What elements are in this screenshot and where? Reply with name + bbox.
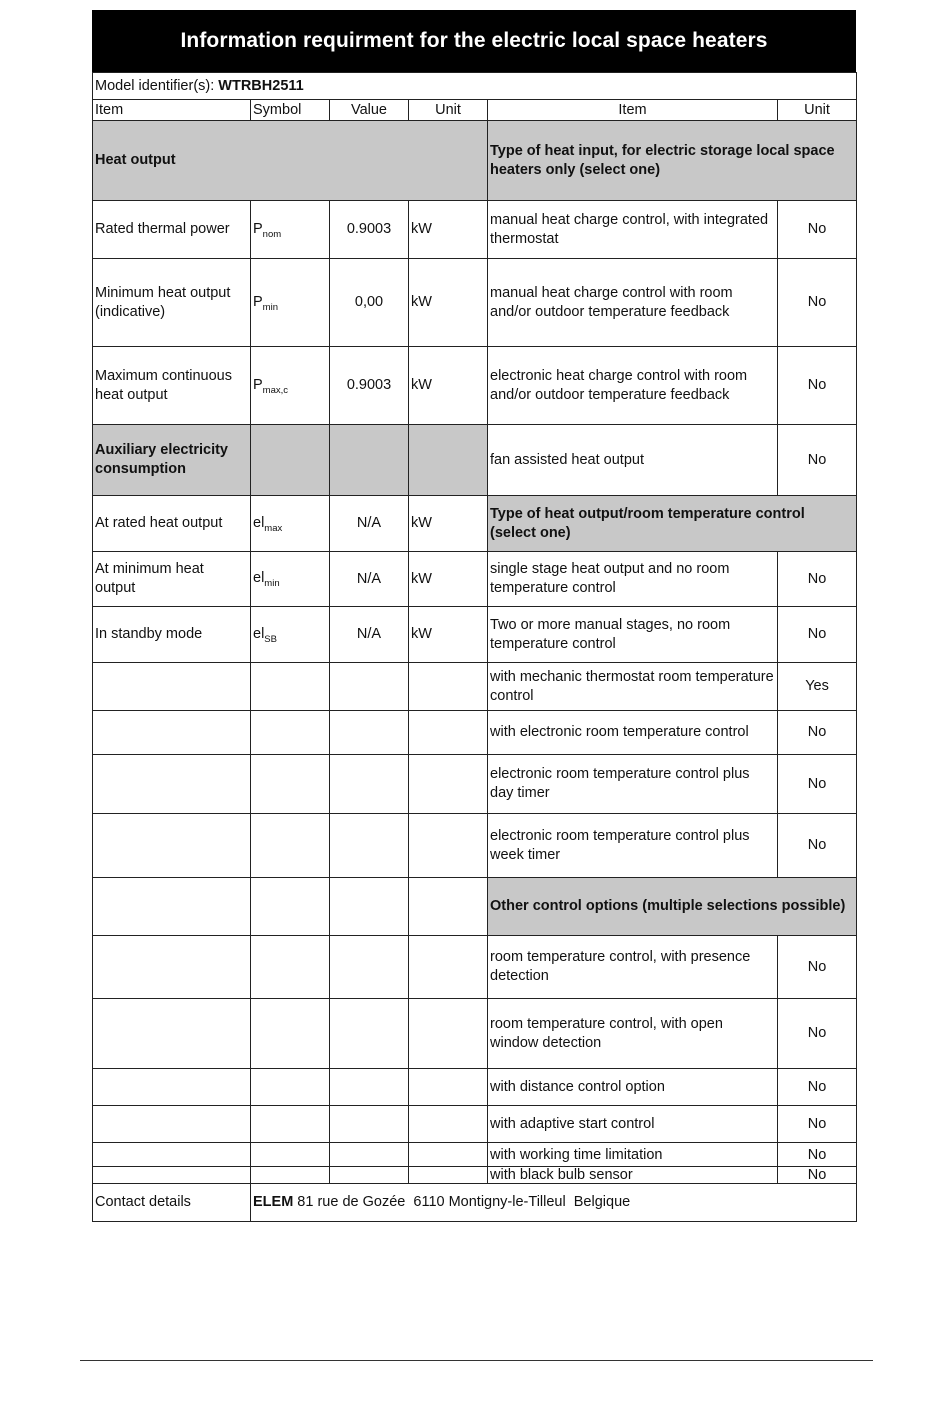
fan-assisted-label: fan assisted heat output: [488, 425, 778, 496]
empty-cell: [330, 936, 409, 999]
unit-cell: kW: [409, 607, 488, 663]
empty-cell: [251, 1069, 330, 1106]
company-address: 81 rue de Gozée 6110 Montigny-le-Tilleul Belgique: [293, 1194, 631, 1210]
empty-cell: [409, 1069, 488, 1106]
sheet-title: Information requirment for the electric local space heaters: [92, 10, 856, 72]
black-bulb-label: with black bulb sensor: [488, 1167, 778, 1184]
electronic-feedback-label: electronic heat charge control with room and/or outdoor temperature feedback: [488, 347, 778, 425]
empty-cell: [93, 1069, 251, 1106]
table-row: [93, 201, 857, 259]
empty-cell: [330, 711, 409, 755]
symbol-subscript: SB: [264, 633, 277, 645]
empty-cell: [251, 999, 330, 1069]
symbol-cell: [251, 607, 330, 663]
empty-cell: [93, 1106, 251, 1143]
model-label: Model identifier(s):: [95, 77, 219, 94]
presence-detection-label: room temperature control, with presence detection: [488, 936, 778, 999]
empty-cell: [409, 1167, 488, 1184]
symbol-cell: [251, 347, 330, 425]
symbol-main: el: [253, 625, 265, 642]
heat-output-heading: Heat output: [93, 121, 488, 201]
empty-cell: [93, 1167, 251, 1184]
empty-cell: [330, 1106, 409, 1143]
table-row: [93, 814, 857, 878]
other-control-options-heading: Other control options (multiple selections possible): [488, 878, 857, 936]
empty-cell: [93, 814, 251, 878]
open-window-label: room temperature control, with open window detection: [488, 999, 778, 1069]
table-row: [93, 711, 857, 755]
requirements-table: [92, 72, 857, 1222]
unit-cell: kW: [409, 201, 488, 259]
table-row: [93, 755, 857, 814]
empty-cell: [251, 936, 330, 999]
empty-cell: [409, 425, 488, 496]
empty-cell: [93, 663, 251, 711]
empty-cell: [251, 663, 330, 711]
two-manual-stages-value: No: [778, 607, 857, 663]
unit-cell: kW: [409, 496, 488, 552]
empty-cell: [409, 814, 488, 878]
auxiliary-electricity-heading: Auxiliary electricity consumption: [93, 425, 251, 496]
empty-cell: [330, 1143, 409, 1167]
working-time-label: with working time limitation: [488, 1143, 778, 1167]
black-bulb-value: No: [778, 1167, 857, 1184]
minimum-heat-output-label: Minimum heat output (indicative): [93, 259, 251, 347]
contact-label: Contact details: [93, 1184, 251, 1222]
empty-cell: [93, 936, 251, 999]
empty-cell: [93, 878, 251, 936]
standby-mode-value: N/A: [330, 607, 409, 663]
adaptive-start-label: with adaptive start control: [488, 1106, 778, 1143]
rated-thermal-power-label: Rated thermal power: [93, 201, 251, 259]
symbol-main: P: [253, 376, 263, 393]
adaptive-start-value: No: [778, 1106, 857, 1143]
symbol-subscript: min: [262, 301, 278, 313]
distance-control-value: No: [778, 1069, 857, 1106]
table-row: [93, 1069, 857, 1106]
table-row: [93, 425, 857, 496]
symbol-main: el: [253, 514, 265, 531]
table-row: [93, 663, 857, 711]
open-window-value: No: [778, 999, 857, 1069]
header-unit: Unit: [409, 100, 488, 121]
mechanic-thermostat-value: Yes: [778, 663, 857, 711]
at-rated-heat-output-value: N/A: [330, 496, 409, 552]
manual-feedback-label: manual heat charge control with room and/or outdoor temperature feedback: [488, 259, 778, 347]
empty-cell: [251, 755, 330, 814]
empty-cell: [409, 878, 488, 936]
table-row: [93, 878, 857, 936]
standby-mode-label: In standby mode: [93, 607, 251, 663]
information-sheet: [92, 10, 856, 1222]
unit-cell: kW: [409, 552, 488, 607]
empty-cell: [93, 755, 251, 814]
at-minimum-heat-output-label: At minimum heat output: [93, 552, 251, 607]
day-timer-value: No: [778, 755, 857, 814]
empty-cell: [409, 1143, 488, 1167]
model-identifier-cell: [93, 73, 857, 100]
empty-cell: [409, 755, 488, 814]
unit-cell: kW: [409, 347, 488, 425]
presence-detection-value: No: [778, 936, 857, 999]
table-row: [93, 496, 857, 552]
empty-cell: [93, 711, 251, 755]
fan-assisted-value: No: [778, 425, 857, 496]
manual-feedback-value: No: [778, 259, 857, 347]
empty-cell: [330, 878, 409, 936]
heat-input-heading: Type of heat input, for electric storage local space heaters only (select one): [488, 121, 857, 201]
empty-cell: [251, 711, 330, 755]
symbol-cell: [251, 496, 330, 552]
symbol-main: el: [253, 570, 265, 586]
empty-cell: [330, 425, 409, 496]
mechanic-thermostat-label: with mechanic thermostat room temperature control: [488, 663, 778, 711]
model-value: WTRBH2511: [218, 77, 304, 94]
single-stage-value: No: [778, 552, 857, 607]
header-item-right: Item: [488, 100, 778, 121]
empty-cell: [93, 999, 251, 1069]
symbol-main: P: [253, 220, 263, 237]
company-name: ELEM: [253, 1194, 294, 1210]
table-row: [93, 552, 857, 607]
manual-thermostat-label: manual heat charge control, with integrated thermostat: [488, 201, 778, 259]
empty-cell: [330, 999, 409, 1069]
symbol-main: P: [253, 293, 263, 310]
electronic-room-control-label: with electronic room temperature control: [488, 711, 778, 755]
symbol-cell: [251, 552, 330, 607]
symbol-subscript: max,c: [262, 384, 289, 396]
unit-cell: kW: [409, 259, 488, 347]
manual-thermostat-value: No: [778, 201, 857, 259]
working-time-value: No: [778, 1143, 857, 1167]
header-item: Item: [93, 100, 251, 121]
rated-thermal-power-value: 0.9003: [330, 201, 409, 259]
symbol-cell: [251, 259, 330, 347]
symbol-subscript: min: [264, 578, 280, 589]
table-row: [93, 1106, 857, 1143]
table-row: [93, 259, 857, 347]
at-rated-heat-output-label: At rated heat output: [93, 496, 251, 552]
empty-cell: [409, 936, 488, 999]
at-minimum-heat-output-value: N/A: [330, 552, 409, 607]
table-row: [93, 121, 857, 201]
two-manual-stages-label: Two or more manual stages, no room temperature control: [488, 607, 778, 663]
empty-cell: [251, 425, 330, 496]
empty-cell: [251, 1143, 330, 1167]
symbol-subscript: nom: [262, 228, 282, 240]
empty-cell: [251, 814, 330, 878]
model-row: [93, 73, 857, 100]
empty-cell: [251, 878, 330, 936]
empty-cell: [330, 755, 409, 814]
table-row: [93, 347, 857, 425]
week-timer-label: electronic room temperature control plus week timer: [488, 814, 778, 878]
empty-cell: [409, 999, 488, 1069]
table-row: [93, 999, 857, 1069]
minimum-heat-output-value: 0,00: [330, 259, 409, 347]
table-row: [93, 1143, 857, 1167]
empty-cell: [330, 1069, 409, 1106]
table-row: [93, 936, 857, 999]
day-timer-label: electronic room temperature control plus day timer: [488, 755, 778, 814]
distance-control-label: with distance control option: [488, 1069, 778, 1106]
table-row: [93, 1167, 857, 1184]
symbol-cell: [251, 201, 330, 259]
header-value: Value: [330, 100, 409, 121]
contact-row: [93, 1184, 857, 1222]
contact-details-cell: [251, 1184, 857, 1222]
single-stage-label: single stage heat output and no room temperature control: [488, 552, 778, 607]
table-row: [93, 607, 857, 663]
empty-cell: [409, 1106, 488, 1143]
maximum-continuous-label: Maximum continuous heat output: [93, 347, 251, 425]
empty-cell: [330, 814, 409, 878]
empty-cell: [330, 663, 409, 711]
page-footer-rule: [80, 1360, 873, 1361]
empty-cell: [409, 711, 488, 755]
electronic-room-control-value: No: [778, 711, 857, 755]
empty-cell: [251, 1167, 330, 1184]
empty-cell: [330, 1167, 409, 1184]
room-temperature-control-heading: Type of heat output/room temperature control (select one): [488, 496, 857, 552]
electronic-feedback-value: No: [778, 347, 857, 425]
maximum-continuous-value: 0.9003: [330, 347, 409, 425]
header-unit-right: Unit: [778, 100, 857, 121]
symbol-subscript: max: [264, 522, 283, 534]
empty-cell: [251, 1106, 330, 1143]
empty-cell: [409, 663, 488, 711]
column-header-row: [93, 100, 857, 121]
week-timer-value: No: [778, 814, 857, 878]
header-symbol: Symbol: [251, 100, 330, 121]
empty-cell: [93, 1143, 251, 1167]
